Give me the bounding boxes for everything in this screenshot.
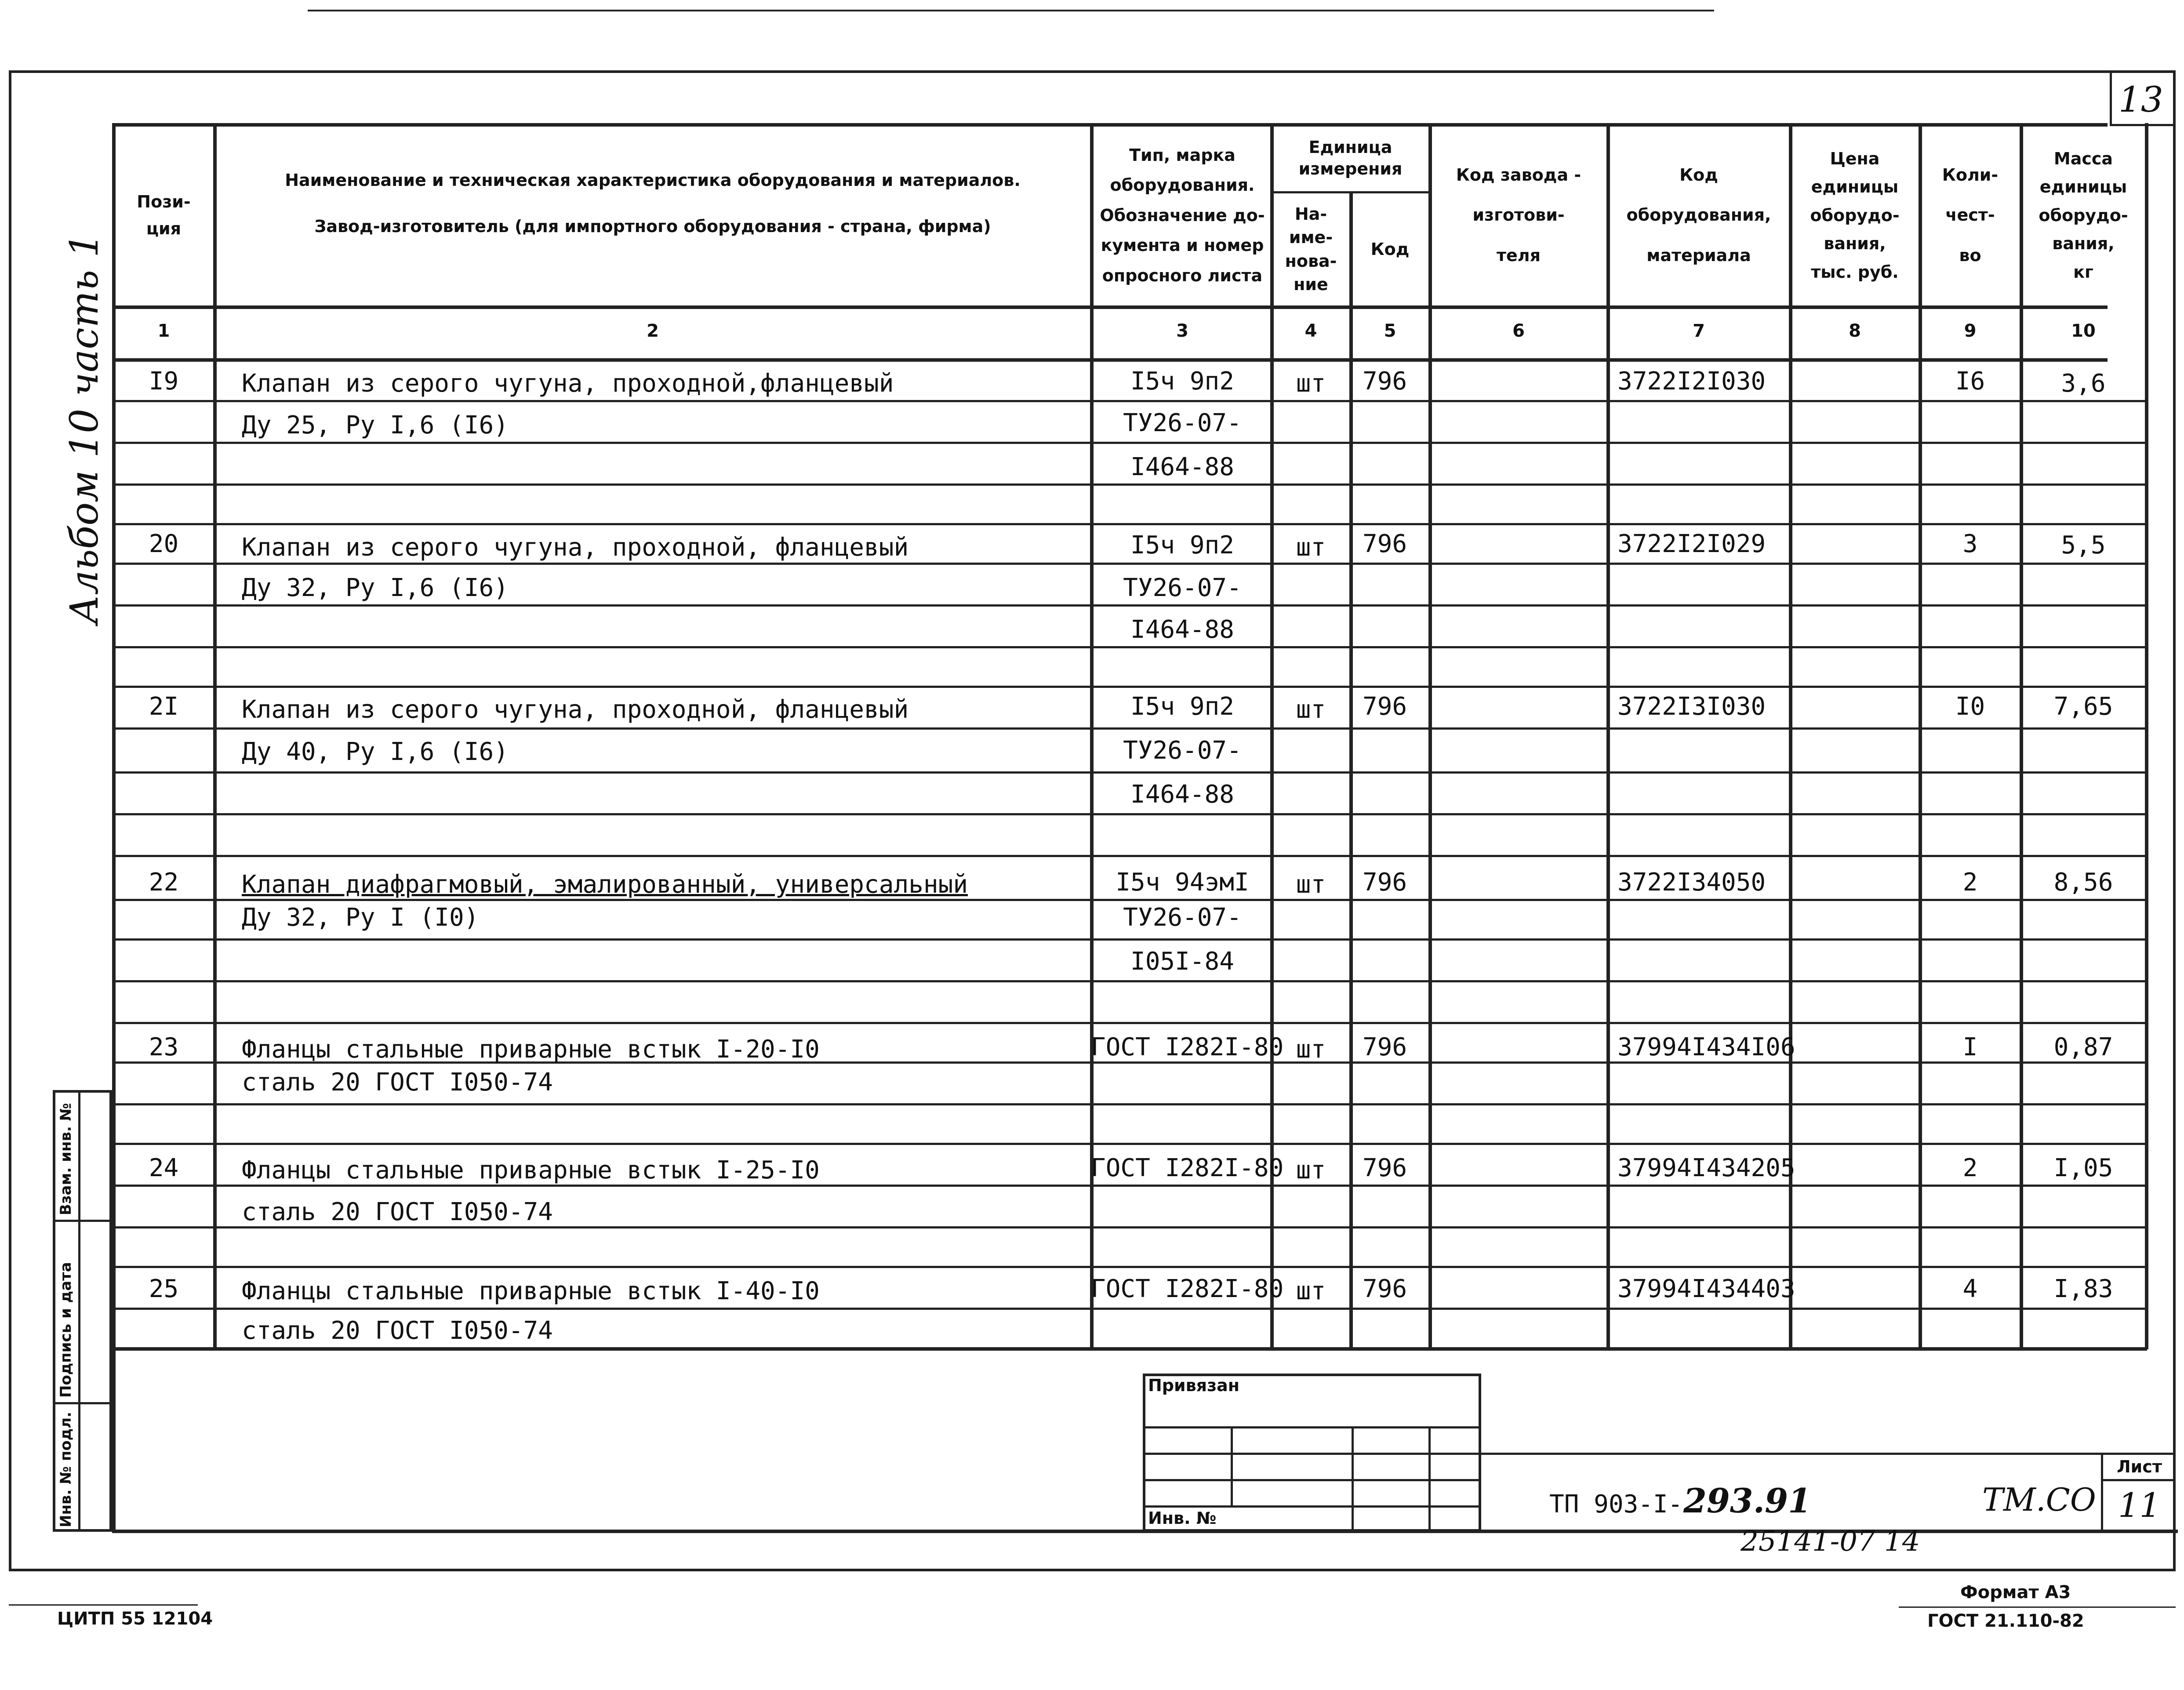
col-line-1 — [213, 123, 217, 1349]
col-line-8 — [1919, 123, 1922, 1349]
page-number: 13 — [2119, 79, 2163, 120]
row-position: 2I — [149, 692, 179, 721]
row-name-line2: сталь 20 ГОСТ I050-74 — [242, 1068, 553, 1097]
row-line — [112, 899, 2147, 901]
row-line — [112, 1226, 2147, 1228]
row-line — [112, 646, 2147, 648]
table-top-border — [112, 123, 2108, 127]
row-line — [112, 980, 2147, 982]
doc-code-hand: 293.91 — [1683, 1481, 1811, 1520]
colnum-8: 8 — [1849, 321, 1861, 341]
row-unit: шт — [1296, 695, 1326, 724]
row-line — [112, 727, 2147, 730]
section-hand: ТМ.СО — [1982, 1481, 2096, 1518]
row-position: 20 — [149, 530, 179, 558]
header-name-line1: Наименование и техническая характеристика оборудования и материалов. — [285, 170, 1021, 190]
row-type-line3: I464-88 — [1130, 453, 1234, 481]
row-mass: 3,6 — [2061, 369, 2106, 398]
row-line — [112, 400, 2147, 402]
row-line — [112, 1308, 2147, 1310]
row-equipment-code: 3722I2I030 — [1617, 367, 1766, 396]
side-stamp-label: Подпись и дата — [57, 1262, 75, 1398]
row-quantity: 2 — [1962, 868, 1978, 897]
row-quantity: I6 — [1955, 367, 1985, 396]
title-cell-top — [1481, 1453, 2176, 1455]
row-unit: шт — [1296, 1156, 1326, 1185]
privyazan-col — [1352, 1426, 1354, 1532]
row-type-line2: ТУ26-07- — [1123, 736, 1242, 765]
header-bottom-border — [112, 305, 2108, 309]
list-number: 11 — [2118, 1486, 2161, 1525]
colnum-9: 9 — [1964, 321, 1977, 341]
row-type-line2: ТУ26-07- — [1123, 903, 1242, 932]
header-unit: Единица измерения — [1298, 137, 1403, 178]
row-quantity: I0 — [1955, 692, 1985, 721]
side-stamp-sep — [53, 1402, 112, 1404]
row-mass: 7,65 — [2053, 692, 2113, 721]
col-line-5 — [1428, 123, 1432, 1349]
colnum-10: 10 — [2071, 321, 2096, 341]
row-mass: 0,87 — [2053, 1033, 2113, 1061]
title-list-divider — [2101, 1453, 2103, 1530]
row-name-line1: Клапан из серого чугуна, проходной, фланцевый — [242, 533, 909, 562]
row-unit-code: 796 — [1363, 1154, 1407, 1182]
privyazan-col — [1231, 1426, 1233, 1505]
row-name-line1: Клапан диафрагмовый, эмалированный, универсальный — [242, 870, 968, 899]
row-unit-code: 796 — [1363, 367, 1407, 396]
row-name-line2: сталь 20 ГОСТ I050-74 — [242, 1198, 553, 1226]
row-name-line1: Фланцы стальные приварные встык I-40-I0 — [242, 1277, 820, 1305]
doc-code-prefix: ТП 903-I- — [1549, 1490, 1683, 1519]
row-line — [112, 1103, 2147, 1105]
row-unit: шт — [1296, 1035, 1326, 1064]
side-stamp-label: Взам. инв. № — [57, 1103, 75, 1215]
footer-left: ЦИТП 55 12104 — [57, 1609, 213, 1629]
header-mass: Масса единицы оборудо- вания, кг — [2039, 149, 2128, 282]
row-type-line1: ГОСТ I282I-80 — [1091, 1275, 1284, 1303]
row-unit: шт — [1296, 533, 1326, 562]
col-line-10 — [2145, 123, 2148, 1349]
row-type-line1: I5ч 9п2 — [1130, 367, 1234, 396]
footer-right-line — [1899, 1606, 2176, 1608]
row-line — [112, 1185, 2147, 1187]
row-name-line2: Ду 40, Ру I,6 (I6) — [242, 738, 509, 766]
col-line-6 — [1606, 123, 1610, 1349]
side-stamp-divider — [78, 1090, 80, 1532]
row-line — [112, 1022, 2147, 1024]
colnum-3: 3 — [1176, 321, 1188, 341]
row-line — [112, 483, 2147, 486]
footer-format: Формат А3 — [1960, 1582, 2071, 1603]
colnum-5: 5 — [1384, 321, 1396, 341]
row-unit-code: 796 — [1363, 868, 1407, 897]
privyazan-col — [1428, 1426, 1431, 1532]
header-equipment-code: Код оборудования, материала — [1626, 165, 1771, 265]
list-label: Лист — [2117, 1457, 2162, 1476]
header-factory-code: Код завода - изготови- теля — [1456, 165, 1581, 265]
title-list-sep — [2101, 1479, 2176, 1481]
row-unit-code: 796 — [1363, 1275, 1407, 1303]
row-name-line1: Фланцы стальные приварные встык I-20-I0 — [242, 1035, 820, 1064]
footer-left-line — [9, 1604, 198, 1606]
row-equipment-code: 37994I434403 — [1617, 1275, 1795, 1303]
row-type-line1: ГОСТ I282I-80 — [1091, 1033, 1284, 1061]
row-mass: 8,56 — [2053, 868, 2113, 897]
row-unit-code: 796 — [1363, 530, 1407, 558]
row-equipment-code: 37994I434205 — [1617, 1154, 1795, 1182]
row-type-line1: ГОСТ I282I-80 — [1091, 1154, 1284, 1182]
row-type-line3: I05I-84 — [1130, 947, 1234, 976]
colnum-6: 6 — [1512, 321, 1525, 341]
row-equipment-code: 3722I34050 — [1617, 868, 1766, 897]
row-position: 25 — [149, 1275, 179, 1303]
row-mass: 5,5 — [2061, 531, 2106, 560]
row-unit: шт — [1296, 870, 1326, 899]
row-position: 24 — [149, 1154, 179, 1182]
row-unit-code: 796 — [1363, 1033, 1407, 1061]
row-type-line3: I464-88 — [1130, 615, 1234, 644]
row-line — [112, 855, 2147, 857]
row-unit-code: 796 — [1363, 692, 1407, 721]
row-type-line3: I464-88 — [1130, 780, 1234, 809]
col-line-4 — [1349, 191, 1353, 1349]
row-unit: шт — [1296, 1277, 1326, 1305]
row-type-line1: I5ч 94эмI — [1116, 868, 1249, 897]
inv-no-label: Инв. № — [1148, 1508, 1217, 1528]
order-number: 25141-07 14 — [1741, 1525, 1920, 1558]
row-quantity: 2 — [1962, 1154, 1978, 1182]
row-line — [112, 771, 2147, 774]
side-stamp-label: Инв. № подл. — [57, 1411, 75, 1527]
header-name-line2: Завод-изготовитель (для импортного оборудования - страна, фирма) — [314, 216, 991, 236]
row-position: 23 — [149, 1033, 179, 1061]
row-type-line2: ТУ26-07- — [1123, 574, 1242, 602]
row-type-line1: I5ч 9п2 — [1130, 531, 1234, 560]
colnum-1: 1 — [157, 321, 170, 341]
colnum-4: 4 — [1305, 321, 1317, 341]
row-line — [112, 523, 2147, 525]
row-quantity: I — [1962, 1033, 1978, 1061]
row-equipment-code: 3722I3I030 — [1617, 692, 1766, 721]
row-name-line2: Ду 32, Ру I,6 (I6) — [242, 574, 509, 602]
row-position: I9 — [149, 367, 179, 396]
footer-gost: ГОСТ 21.110-82 — [1927, 1611, 2084, 1631]
row-mass: I,05 — [2053, 1154, 2113, 1182]
row-type-line2: ТУ26-07- — [1123, 409, 1242, 437]
page-number-box-bottom — [2110, 124, 2175, 126]
row-line — [112, 604, 2147, 607]
header-quantity: Коли- чест- во — [1942, 165, 1999, 265]
row-line — [112, 1266, 2147, 1268]
header-type: Тип, марка оборудования. Обозначение до- кумента и номер опросного листа — [1100, 145, 1265, 285]
side-stamp-sep — [53, 1220, 112, 1222]
row-name-line2: сталь 20 ГОСТ I050-74 — [242, 1316, 553, 1345]
row-line — [112, 563, 2147, 565]
row-name-line2: Ду 25, Ру I,6 (I6) — [242, 411, 509, 440]
row-line — [112, 1143, 2147, 1145]
col-line-9 — [2020, 123, 2023, 1349]
col-line-0 — [112, 123, 116, 1532]
row-equipment-code: 37994I434I06 — [1617, 1033, 1795, 1061]
row-line — [112, 686, 2147, 688]
row-name-line1: Клапан из серого чугуна, проходной, фланцевый — [242, 695, 909, 724]
row-line — [112, 938, 2147, 941]
row-type-line1: I5ч 9п2 — [1130, 692, 1234, 721]
album-note: Альбом 10 часть 1 — [62, 233, 107, 624]
header-unit-name: На- име- нова- ние — [1285, 204, 1337, 294]
row-unit: шт — [1296, 369, 1326, 398]
row-name-line1: Клапан из серого чугуна, проходной,фланцевый — [242, 369, 894, 398]
row-quantity: 3 — [1962, 530, 1978, 558]
table-body-bottom — [112, 1347, 2147, 1351]
privyazan-label: Привязан — [1148, 1376, 1240, 1395]
row-line — [112, 813, 2147, 815]
colnum-2: 2 — [647, 321, 659, 341]
row-mass: I,83 — [2053, 1275, 2113, 1303]
row-equipment-code: 3722I2I029 — [1617, 530, 1766, 558]
row-quantity: 4 — [1962, 1275, 1978, 1303]
header-position: Пози- ция — [137, 192, 191, 238]
page-number-box-left — [2110, 73, 2112, 125]
row-name-line1: Фланцы стальные приварные встык I-25-I0 — [242, 1156, 820, 1185]
row-position: 22 — [149, 868, 179, 897]
top-edge-line — [308, 10, 1714, 11]
header-price: Цена единицы оборудо- вания, тыс. руб. — [1810, 149, 1900, 282]
row-name-line2: Ду 32, Ру I (I0) — [242, 903, 479, 932]
colnum-bottom-border — [112, 358, 2108, 362]
colnum-7: 7 — [1693, 321, 1705, 341]
header-unit-code: Код — [1370, 240, 1410, 259]
row-line — [112, 442, 2147, 444]
